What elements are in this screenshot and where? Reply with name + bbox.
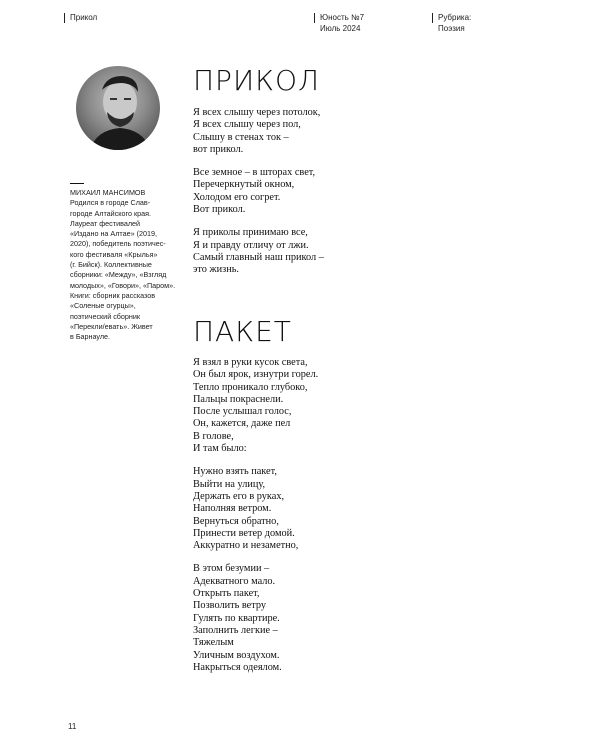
poem-line: Тяжелым	[193, 637, 234, 649]
bio-line: в Барнауле.	[70, 332, 111, 342]
poem-line: Я и правду отличу от лжи.	[193, 239, 309, 251]
running-header-rubric	[438, 12, 471, 34]
stanza	[193, 466, 393, 552]
poem-line: Пальцы покраснели.	[193, 393, 284, 405]
stanza	[193, 563, 393, 674]
header-issue-date: Июль 2024	[320, 24, 361, 33]
bio-line: Родился в городе Слав-	[70, 198, 151, 208]
poem-body-prikol	[193, 107, 393, 288]
poem-line: Держать его в руках,	[193, 490, 285, 502]
author-portrait	[76, 66, 160, 150]
header-section-title: Прикол	[70, 13, 98, 22]
poem-line: Перечеркнутый окном,	[193, 179, 295, 191]
bio-line: городе Алтайского края.	[70, 208, 151, 218]
header-rubric-value: Поэзия	[438, 24, 465, 33]
poem-line: Принести ветер домой.	[193, 527, 295, 539]
page-number: 11	[68, 722, 77, 731]
poem-line: Я взял в руки кусок света,	[193, 357, 308, 368]
poem-line: В этом безумии –	[193, 563, 270, 575]
poem-line: В голове,	[193, 430, 234, 442]
bio-line: Лауреат фестивалей	[70, 218, 141, 228]
header-magazine: Юность №7	[320, 13, 365, 22]
header-divider	[64, 13, 65, 23]
poem-title-prikol: ПРИКОЛ	[193, 64, 321, 97]
bio-divider	[70, 183, 84, 184]
running-header-issue	[320, 12, 364, 34]
bio-line: Книги: сборник рассказов	[70, 290, 156, 300]
header-divider	[432, 13, 433, 23]
poem-line: Он был ярок, изнутри горел.	[193, 369, 319, 381]
poem-line: Открыть пакет,	[193, 588, 260, 600]
stanza	[193, 167, 393, 216]
poem-line: Самый главный наш прикол –	[193, 251, 324, 263]
poem-line: Я всех слышу через пол,	[193, 119, 301, 131]
poem-line: Гулять по квартире.	[193, 612, 280, 624]
poem-line: Наполняя ветром.	[193, 503, 272, 515]
bio-line: 2020), победитель поэтичес-	[70, 239, 166, 249]
stanza	[193, 227, 393, 276]
poem-line: Накрыться одеялом.	[193, 661, 282, 673]
bio-line: (г. Бийск). Коллективные	[70, 260, 152, 270]
header-divider	[314, 13, 315, 23]
running-header-section	[70, 12, 97, 23]
bio-line: поэтический сборник	[70, 311, 141, 321]
author-name: МИХАИЛ МАНСИМОВ	[70, 188, 146, 197]
poem-line: Тепло проникало глубоко,	[193, 381, 308, 393]
bio-line: молодых», «Говори», «Паром».	[70, 280, 176, 290]
bio-line: «Соленые огурцы»,	[70, 301, 136, 311]
stanza	[193, 357, 393, 455]
poem-line: Вот прикол.	[193, 204, 246, 216]
bio-line: «Издано на Алтае» (2019,	[70, 229, 157, 239]
poem-line: Холодом его согрет.	[193, 191, 281, 203]
poem-line: Уличным воздухом.	[193, 649, 280, 661]
poem-line: Нужно взять пакет,	[193, 466, 277, 478]
poem-line: И там было:	[193, 443, 247, 455]
poem-line: это жизнь.	[193, 264, 239, 276]
bio-line: кого фестиваля «Крылья»	[70, 249, 158, 259]
poem-line: Заполнить легкие –	[193, 624, 278, 636]
poem-line: Он, кажется, даже пел	[193, 418, 291, 430]
author-bio	[70, 188, 182, 342]
poem-line: Адекватного мало.	[193, 575, 276, 587]
poem-title-paket: ПАКЕТ	[193, 315, 292, 348]
poem-line: Выйти на улицу,	[193, 478, 266, 490]
poem-body-paket	[193, 357, 393, 685]
poem-line: вот прикол.	[193, 143, 244, 155]
bio-line: «Перекли/евать». Живет	[70, 321, 153, 331]
header-rubric-label: Рубрика:	[438, 13, 472, 22]
poem-line: Все земное – в шторах свет,	[193, 167, 316, 179]
poem-line: После услышал голос,	[193, 406, 292, 418]
author-portrait-drawing	[76, 66, 160, 150]
poem-line: Я приколы принимаю все,	[193, 227, 308, 239]
stanza	[193, 107, 393, 156]
poem-line: Позволить ветру	[193, 600, 267, 612]
poem-line: Я всех слышу через потолок,	[193, 107, 321, 118]
poem-line: Аккуратно и незаметно,	[193, 540, 299, 552]
poem-line: Вернуться обратно,	[193, 515, 279, 527]
bio-line: сборники: «Между», «Взгляд	[70, 270, 167, 280]
poem-line: Слышу в стенах ток –	[193, 131, 289, 143]
